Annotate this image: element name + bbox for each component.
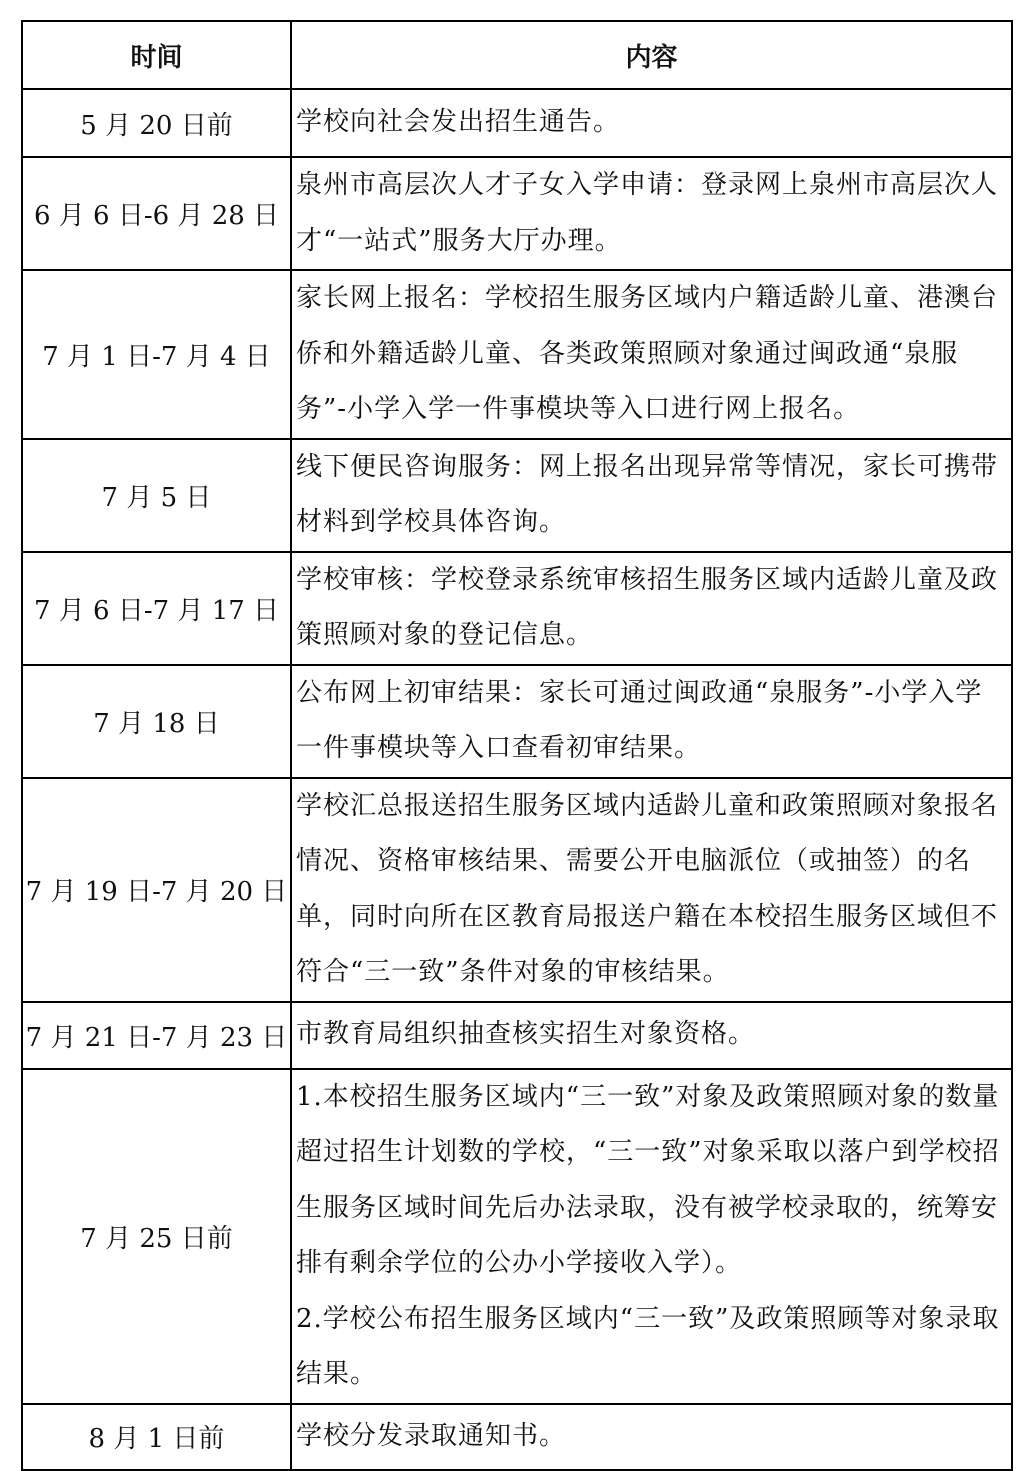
content-cell <box>291 1069 1012 1404</box>
header-row <box>22 21 1012 89</box>
time-cell: 7 月 19 日-7 月 20 日 <box>22 778 291 1002</box>
time-cell: 7 月 5 日 <box>22 439 291 552</box>
content-cell <box>291 778 1012 1002</box>
content-text: 线下便民咨询服务：网上报名出现异常等情况，家长可携带材料到学校具体咨询。 <box>296 451 999 537</box>
header-content: 内容 <box>291 21 1012 89</box>
schedule-table <box>21 20 1013 1471</box>
time-cell: 7 月 6 日-7 月 17 日 <box>22 552 291 665</box>
time-cell: 8 月 1 日前 <box>22 1404 291 1470</box>
content-text: 学校审核：学校登录系统审核招生服务区域内适龄儿童及政策照顾对象的登记信息。 <box>296 564 999 650</box>
table-row <box>22 89 1012 157</box>
content-text: 1.本校招生服务区域内“三一致”对象及政策照顾对象的数量超过招生计划数的学校，“三一致”对象采取以落户到学校招生服务区域时间先后办法录取，没有被学校录取的，统筹安排有剩余学位的公办小学接收入学）。 <box>296 1081 1000 1278</box>
time-cell: 7 月 21 日-7 月 23 日 <box>22 1002 291 1069</box>
time-cell: 7 月 1 日-7 月 4 日 <box>22 270 291 439</box>
table-row <box>22 1002 1012 1069</box>
content-cell <box>291 89 1012 157</box>
content-text: 市教育局组织抽查核实招生对象资格。 <box>296 1019 756 1050</box>
table-row <box>22 157 1012 270</box>
table-row <box>22 552 1012 665</box>
content-cell <box>291 552 1012 665</box>
content-cell <box>291 1002 1012 1069</box>
content-text: 学校分发录取通知书。 <box>296 1420 567 1451</box>
content-text: 学校向社会发出招生通告。 <box>296 107 621 138</box>
content-text: 2.学校公布招生服务区域内“三一致”及政策照顾等对象录取结果。 <box>296 1303 1000 1389</box>
content-cell <box>291 157 1012 270</box>
time-cell: 7 月 18 日 <box>22 665 291 778</box>
content-cell <box>291 1404 1012 1470</box>
content-text: 家长网上报名：学校招生服务区域内户籍适龄儿童、港澳台侨和外籍适龄儿童、各类政策照顾对象通过闽政通“泉服务”-小学入学一件事模块等入口进行网上报名。 <box>296 283 999 424</box>
content-cell <box>291 665 1012 778</box>
content-cell <box>291 439 1012 552</box>
time-cell: 5 月 20 日前 <box>22 89 291 157</box>
content-text: 公布网上初审结果：家长可通过闽政通“泉服务”-小学入学一件事模块等入口查看初审结果。 <box>296 677 983 763</box>
table-row <box>22 778 1012 1002</box>
table-row <box>22 1069 1012 1404</box>
content-text: 学校汇总报送招生服务区域内适龄儿童和政策照顾对象报名情况、资格审核结果、需要公开电脑派位（或抽签）的名单，同时向所在区教育局报送户籍在本校招生服务区域但不符合“三一致”条件对象的审核结果。 <box>296 790 999 987</box>
time-cell: 6 月 6 日-6 月 28 日 <box>22 157 291 270</box>
content-cell <box>291 270 1012 439</box>
time-cell: 7 月 25 日前 <box>22 1069 291 1404</box>
table-row <box>22 1404 1012 1470</box>
table-row <box>22 439 1012 552</box>
table-row <box>22 665 1012 778</box>
content-text: 泉州市高层次人才子女入学申请：登录网上泉州市高层次人才“一站式”服务大厅办理。 <box>296 170 999 256</box>
header-time: 时间 <box>22 21 291 89</box>
table-row <box>22 270 1012 439</box>
